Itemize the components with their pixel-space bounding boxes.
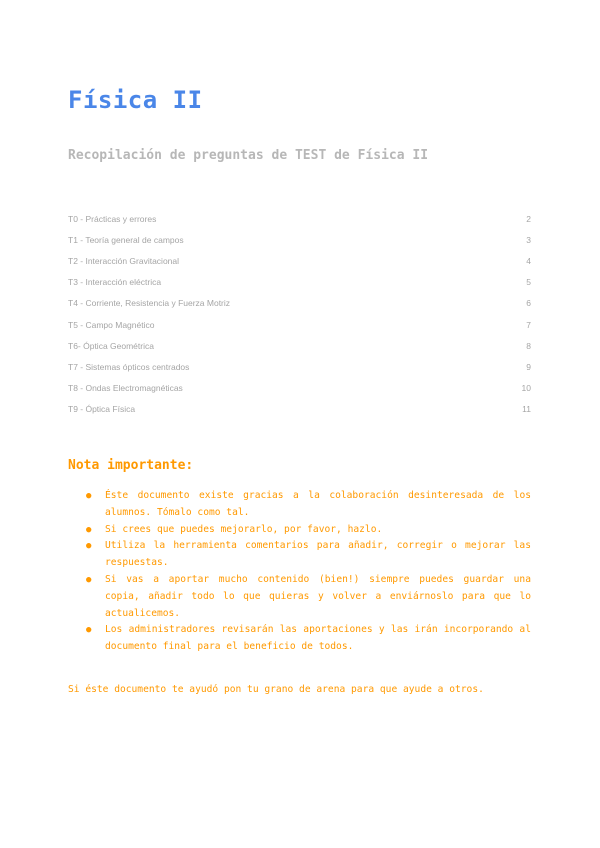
list-item bbox=[68, 538, 531, 572]
toc-entry-t0[interactable] bbox=[68, 208, 531, 229]
toc-label: T9 - Óptica Física bbox=[68, 404, 136, 415]
note-text: Utiliza la herramienta comentarios para añadir, corregir o mejorar las respuestas. bbox=[105, 540, 531, 569]
toc-label: T6- Óptica Geométrica bbox=[68, 340, 154, 351]
list-item bbox=[68, 572, 531, 622]
note-text: Los administradores revisarán las aportaciones y las irán incorporando al documento final para el beneficio de todos. bbox=[105, 624, 531, 653]
toc-label: T7 - Sistemas ópticos centrados bbox=[68, 361, 190, 372]
toc-label: T8 - Ondas Electromagnéticas bbox=[68, 383, 183, 394]
toc-label: T4 - Corriente, Resistencia y Fuerza Motriz bbox=[68, 298, 231, 309]
note-list bbox=[68, 488, 531, 656]
toc-entry-t6[interactable] bbox=[68, 335, 531, 356]
footer-note: Si éste documento te ayudó pon tu grano de arena para que ayude a otros. bbox=[68, 684, 484, 695]
toc-entry-t3[interactable] bbox=[68, 272, 531, 293]
toc-page-number: 9 bbox=[526, 361, 531, 372]
toc-label: T2 - Interacción Gravitacional bbox=[68, 255, 180, 266]
bullet-icon: ● bbox=[86, 524, 92, 535]
toc-entry-t8[interactable] bbox=[68, 378, 531, 399]
list-item bbox=[68, 522, 531, 539]
toc-label: T3 - Interacción eléctrica bbox=[68, 277, 162, 288]
table-of-contents bbox=[68, 208, 531, 420]
bullet-icon: ● bbox=[86, 541, 92, 552]
toc-entry-t5[interactable] bbox=[68, 314, 531, 335]
toc-entry-t4[interactable] bbox=[68, 293, 531, 314]
toc-page-number: 4 bbox=[526, 255, 531, 266]
bullet-icon: ● bbox=[86, 625, 92, 636]
toc-page-number: 7 bbox=[526, 319, 531, 330]
toc-page-number: 10 bbox=[521, 383, 531, 394]
toc-entry-t2[interactable] bbox=[68, 250, 531, 271]
toc-entry-t9[interactable] bbox=[68, 399, 531, 420]
toc-page-number: 5 bbox=[526, 277, 531, 288]
toc-page-number: 11 bbox=[522, 404, 531, 415]
bullet-icon: ● bbox=[86, 491, 92, 501]
list-item bbox=[68, 488, 531, 522]
toc-label: T5 - Campo Magnético bbox=[68, 319, 155, 330]
toc-entry-t1[interactable] bbox=[68, 229, 531, 250]
toc-page-number: 3 bbox=[526, 234, 531, 245]
note-text: Si vas a aportar mucho contenido (bien!) siempre puedes guardar una copia, añadir todo lo que quieras y volver a enviárnoslo para que lo actualicemos. bbox=[105, 573, 531, 619]
page-subtitle: Recopilación de preguntas de TEST de Física II bbox=[68, 148, 429, 163]
toc-entry-t7[interactable] bbox=[68, 356, 531, 377]
bullet-icon: ● bbox=[86, 574, 92, 585]
note-heading: Nota importante: bbox=[68, 458, 194, 473]
toc-page-number: 2 bbox=[526, 213, 531, 224]
page-title: Física II bbox=[68, 86, 203, 114]
note-text: Éste documento existe gracias a la colaboración desinteresada de los alumnos. Tómalo como tal. bbox=[105, 490, 531, 518]
note-text: Si crees que puedes mejorarlo, por favor, hazlo. bbox=[105, 523, 383, 535]
toc-label: T0 - Prácticas y errores bbox=[68, 213, 157, 224]
toc-page-number: 6 bbox=[526, 298, 531, 309]
toc-page-number: 8 bbox=[526, 340, 531, 351]
list-item bbox=[68, 622, 531, 656]
toc-label: T1 - Teoría general de campos bbox=[68, 234, 184, 245]
